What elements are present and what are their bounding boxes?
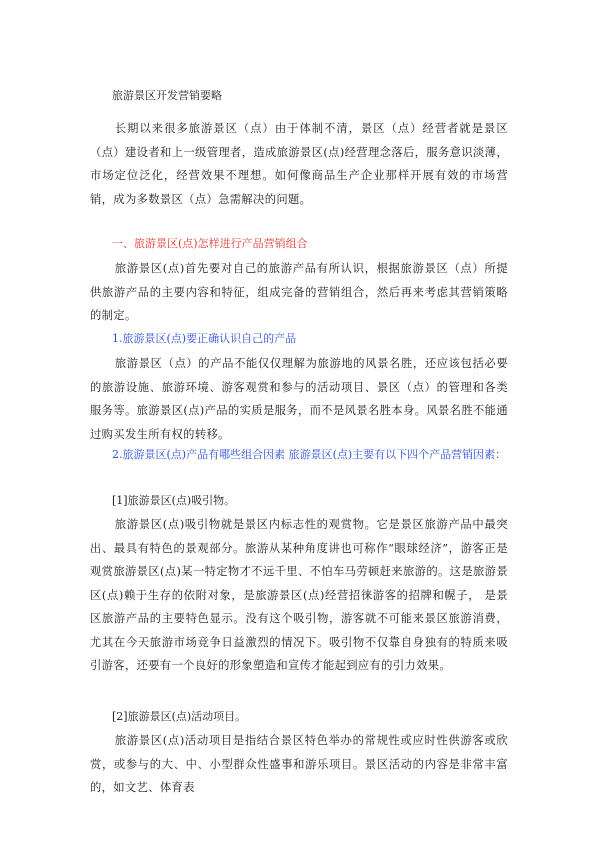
section-1-paragraph: 旅游景区(点)首先要对自己的旅游产品有所认识，根据旅游景区（点）所提供旅游产品的主要内容和特征，组成完备的营销组合，然后再来考虑其营销策略的制定。	[90, 262, 508, 322]
section-1-heading: 一、旅游景区(点)怎样进行产品营销组合	[112, 237, 308, 250]
factor-1-paragraph: 旅游景区(点)吸引物就是景区内标志性的观赏物。它是景区旅游产品中最突出、最具有特色的景观部分。旅游从某种角度讲也可称作“眼球经济”，游客正是 观赏旅游景区(点)某一特定物才不远千里、不怕车马劳顿赶来旅游的。这是旅游景区(点)赖于生存的依附对象，是旅游景区(点)经营招徕游客的招牌和幌子， 是景区旅游产品的主要特色显示。没有这个吸引物，游客就不可能来景区旅游消费，尤其在今天旅游市场竞争日益激烈的情况下。吸引物不仅靠自身独有的特质来吸 引游客，还要有一个良好的形象塑造和宣传才能起到应有的引力效果。	[90, 518, 508, 672]
section-1-1-paragraph: 旅游景区（点）的产品不能仅仅理解为旅游地的风景名胜，还应该包括必要的旅游设施、旅游环境、游客观赏和参与的活动项目、景区（点）的管理和各类服务等。旅游景区(点)产品的实质是服务，而不是风景名胜本身。风景名胜不能通过购买发生所有权的转移。	[90, 357, 508, 441]
factor-2-paragraph: 旅游景区(点)活动项目是指结合景区特色举办的常规性或应时性供游客或欣赏，或参与的大、中、小型群众性盛事和游乐项目。景区活动的内容是非常丰富 的，如文艺、体育表	[90, 734, 508, 794]
factor-2-heading: [2]旅游景区(点)活动项目。	[112, 710, 247, 723]
intro-paragraph: 长期以来很多旅游景区（点）由于体制不清，景区（点）经营者就是景区（点）建设者和上一级管理者，造成旅游景区(点)经营理念落后，服务意识淡薄，市场定位泛化，经营效果不理想。如何像商品生产企业那样开展有效的市场营销，成为多数景区（点）急需解决的问题。	[90, 122, 508, 206]
document-title: 旅游景区开发营销要略	[112, 89, 222, 102]
section-1-2-heading: 2.旅游景区(点)产品有哪些组合因素 旅游景区(点)主要有以下四个产品营销因素：	[112, 448, 507, 461]
section-1-1-heading: 1.旅游景区(点)要正确认识自己的产品	[112, 332, 297, 345]
factor-1-heading: [1]旅游景区(点)吸引物。	[112, 494, 236, 507]
